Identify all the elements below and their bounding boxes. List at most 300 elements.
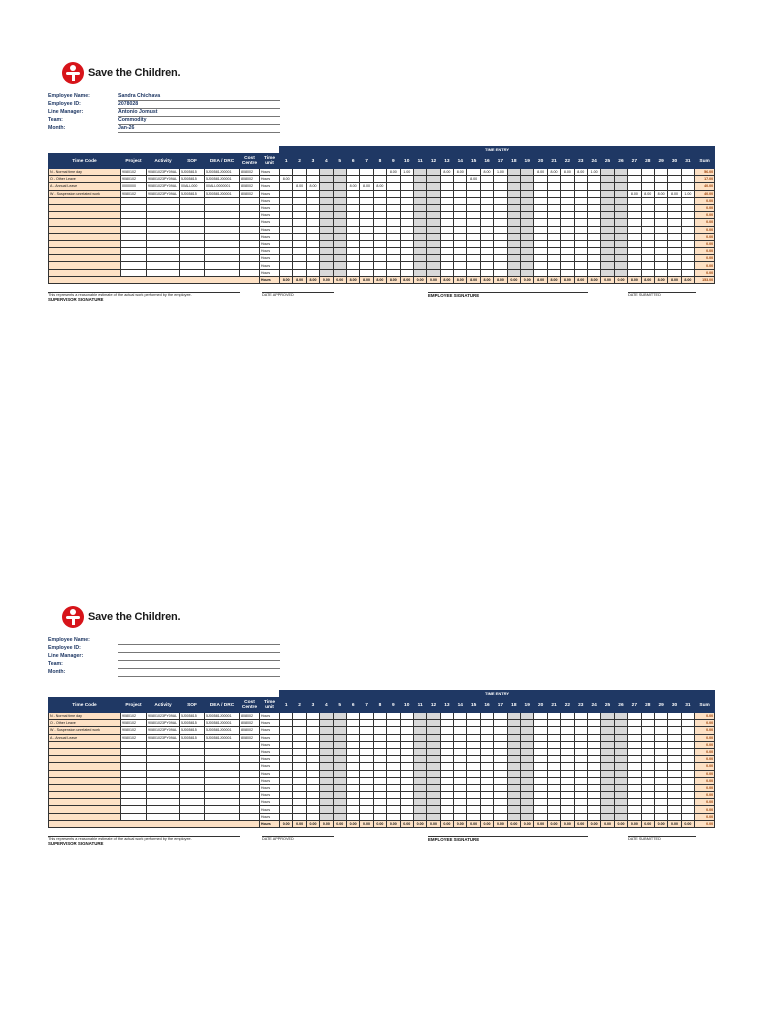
day-cell[interactable] [400,204,413,211]
day-cell[interactable] [280,784,293,791]
day-cell[interactable] [373,219,386,226]
day-cell[interactable] [413,169,426,176]
entry-cell[interactable] [205,748,240,755]
day-cell[interactable]: 8.00 [440,169,453,176]
entry-cell[interactable] [240,212,260,219]
day-cell[interactable] [547,248,560,255]
sof-cell[interactable]: 5J005815 [180,176,205,183]
day-cell[interactable] [641,748,654,755]
sof-cell[interactable]: 5J005815 [180,713,205,720]
date-approved-block[interactable] [262,292,334,297]
day-cell[interactable] [427,799,440,806]
day-cell[interactable] [373,763,386,770]
day-cell[interactable] [561,219,574,226]
time-code-cell[interactable] [49,763,121,770]
day-cell[interactable] [494,262,507,269]
day-cell[interactable] [628,813,641,820]
day-cell[interactable] [440,813,453,820]
employee-id-field[interactable]: 2078028 [118,101,280,109]
day-cell[interactable] [654,756,667,763]
day-cell[interactable] [346,763,359,770]
cost-centre-cell[interactable]: 808002 [240,169,260,176]
day-cell[interactable] [628,197,641,204]
day-cell[interactable] [534,190,547,197]
day-cell[interactable] [601,763,614,770]
cost-centre-cell[interactable]: 808002 [240,713,260,720]
day-cell[interactable] [494,183,507,190]
entry-cell[interactable] [240,770,260,777]
day-cell[interactable] [293,226,306,233]
day-cell[interactable] [628,770,641,777]
line-manager-field[interactable]: Antonio Jomust [118,109,280,117]
day-cell[interactable]: 8.00 [467,176,480,183]
day-cell[interactable] [346,806,359,813]
day-cell[interactable] [668,799,681,806]
cost-centre-cell[interactable]: 808002 [240,176,260,183]
day-cell[interactable] [601,799,614,806]
day-cell[interactable] [293,240,306,247]
day-cell[interactable] [494,741,507,748]
day-cell[interactable]: 8.00 [346,183,359,190]
day-cell[interactable] [400,190,413,197]
time-code-cell[interactable] [49,813,121,820]
day-cell[interactable] [320,813,333,820]
day-cell[interactable] [494,269,507,276]
day-cell[interactable] [387,727,400,734]
entry-cell[interactable] [147,197,180,204]
day-cell[interactable] [427,792,440,799]
project-cell[interactable]: 9080102 [121,190,147,197]
day-cell[interactable] [534,727,547,734]
entry-cell[interactable] [205,219,240,226]
day-cell[interactable] [521,212,534,219]
day-cell[interactable] [293,763,306,770]
day-cell[interactable] [293,813,306,820]
day-cell[interactable] [641,799,654,806]
day-cell[interactable] [601,713,614,720]
entry-cell[interactable] [240,269,260,276]
day-cell[interactable] [440,262,453,269]
day-cell[interactable] [293,770,306,777]
day-cell[interactable] [480,713,493,720]
entry-cell[interactable] [121,248,147,255]
day-cell[interactable] [427,226,440,233]
day-cell[interactable] [507,720,520,727]
entry-cell[interactable] [121,792,147,799]
day-cell[interactable] [601,233,614,240]
day-cell[interactable] [480,233,493,240]
entry-cell[interactable] [240,806,260,813]
day-cell[interactable] [387,756,400,763]
day-cell[interactable] [574,183,587,190]
day-cell[interactable] [654,777,667,784]
day-cell[interactable] [641,770,654,777]
day-cell[interactable] [614,792,627,799]
entry-cell[interactable] [205,756,240,763]
day-cell[interactable] [587,806,600,813]
day-cell[interactable] [668,269,681,276]
day-cell[interactable] [467,169,480,176]
day-cell[interactable] [561,784,574,791]
day-cell[interactable] [547,262,560,269]
day-cell[interactable] [373,777,386,784]
day-cell[interactable] [681,792,694,799]
day-cell[interactable] [413,255,426,262]
day-cell[interactable] [387,720,400,727]
day-cell[interactable] [360,792,373,799]
project-cell[interactable]: 9080102 [121,176,147,183]
day-cell[interactable] [507,269,520,276]
day-cell[interactable] [387,176,400,183]
day-cell[interactable] [346,190,359,197]
day-cell[interactable] [561,763,574,770]
day-cell[interactable] [413,720,426,727]
day-cell[interactable] [467,720,480,727]
entry-cell[interactable] [147,248,180,255]
day-cell[interactable] [320,190,333,197]
day-cell[interactable] [507,777,520,784]
entry-cell[interactable] [121,806,147,813]
day-cell[interactable] [427,806,440,813]
day-cell[interactable] [641,720,654,727]
day-cell[interactable] [628,262,641,269]
day-cell[interactable] [427,204,440,211]
entry-cell[interactable] [205,792,240,799]
sof-cell[interactable]: 5J005815 [180,190,205,197]
day-cell[interactable] [601,727,614,734]
day-cell[interactable] [587,720,600,727]
day-cell[interactable] [587,226,600,233]
day-cell[interactable] [280,255,293,262]
day-cell[interactable] [333,813,346,820]
day-cell[interactable] [547,748,560,755]
day-cell[interactable] [587,240,600,247]
day-cell[interactable] [387,233,400,240]
day-cell[interactable] [373,212,386,219]
entry-cell[interactable] [180,240,205,247]
day-cell[interactable] [587,183,600,190]
day-cell[interactable] [360,176,373,183]
day-cell[interactable] [521,240,534,247]
day-cell[interactable] [387,197,400,204]
entry-cell[interactable] [147,226,180,233]
day-cell[interactable] [320,720,333,727]
day-cell[interactable] [467,777,480,784]
day-cell[interactable] [641,269,654,276]
day-cell[interactable] [467,255,480,262]
day-cell[interactable] [320,784,333,791]
day-cell[interactable] [654,233,667,240]
entry-cell[interactable] [205,799,240,806]
day-cell[interactable] [654,204,667,211]
day-cell[interactable] [400,741,413,748]
day-cell[interactable] [360,813,373,820]
day-cell[interactable] [494,727,507,734]
day-cell[interactable] [534,212,547,219]
day-cell[interactable] [561,269,574,276]
day-cell[interactable] [507,197,520,204]
day-cell[interactable] [346,248,359,255]
day-cell[interactable] [333,262,346,269]
day-cell[interactable] [601,212,614,219]
day-cell[interactable] [413,784,426,791]
entry-cell[interactable] [147,269,180,276]
day-cell[interactable] [346,212,359,219]
day-cell[interactable] [574,727,587,734]
day-cell[interactable] [373,226,386,233]
day-cell[interactable] [601,784,614,791]
day-cell[interactable] [574,777,587,784]
date-submitted-block[interactable] [628,836,696,841]
time-code-cell[interactable] [49,219,121,226]
day-cell[interactable] [507,204,520,211]
entry-cell[interactable] [180,784,205,791]
day-cell[interactable] [628,212,641,219]
entry-cell[interactable] [147,262,180,269]
day-cell[interactable] [681,713,694,720]
day-cell[interactable] [641,262,654,269]
entry-cell[interactable] [205,269,240,276]
entry-cell[interactable] [121,741,147,748]
day-cell[interactable] [413,269,426,276]
day-cell[interactable] [306,770,319,777]
day-cell[interactable] [614,262,627,269]
day-cell[interactable] [320,183,333,190]
day-cell[interactable] [534,183,547,190]
day-cell[interactable] [306,190,319,197]
day-cell[interactable] [346,720,359,727]
day-cell[interactable] [387,204,400,211]
day-cell[interactable] [534,777,547,784]
day-cell[interactable] [587,212,600,219]
day-cell[interactable] [480,240,493,247]
activity-cell[interactable]: 90801023PY09AL [147,183,180,190]
day-cell[interactable] [534,233,547,240]
sof-cell[interactable]: 00ALL000 [180,183,205,190]
entry-cell[interactable] [147,770,180,777]
day-cell[interactable] [494,720,507,727]
day-cell[interactable] [467,204,480,211]
day-cell[interactable] [306,784,319,791]
day-cell[interactable] [293,176,306,183]
day-cell[interactable] [427,262,440,269]
day-cell[interactable] [494,734,507,741]
day-cell[interactable] [681,777,694,784]
day-cell[interactable] [480,190,493,197]
entry-cell[interactable] [180,799,205,806]
day-cell[interactable] [668,255,681,262]
day-cell[interactable] [280,727,293,734]
day-cell[interactable] [628,777,641,784]
day-cell[interactable] [507,169,520,176]
day-cell[interactable] [641,813,654,820]
day-cell[interactable] [346,255,359,262]
entry-cell[interactable] [121,813,147,820]
day-cell[interactable] [387,190,400,197]
day-cell[interactable] [400,727,413,734]
day-cell[interactable] [346,713,359,720]
project-cell[interactable]: 9080102 [121,727,147,734]
day-cell[interactable] [628,756,641,763]
time-code-cell[interactable]: W - Suspension unrelated work [49,190,121,197]
day-cell[interactable] [333,777,346,784]
day-cell[interactable] [668,792,681,799]
day-cell[interactable] [587,756,600,763]
day-cell[interactable] [507,226,520,233]
entry-cell[interactable] [121,784,147,791]
day-cell[interactable] [654,255,667,262]
day-cell[interactable] [387,763,400,770]
day-cell[interactable] [467,792,480,799]
day-cell[interactable] [320,806,333,813]
day-cell[interactable] [614,233,627,240]
time-code-cell[interactable]: O - Other Leave [49,176,121,183]
day-cell[interactable] [440,233,453,240]
day-cell[interactable] [507,219,520,226]
day-cell[interactable] [654,741,667,748]
day-cell[interactable] [467,262,480,269]
day-cell[interactable] [668,763,681,770]
day-cell[interactable] [373,799,386,806]
day-cell[interactable]: 8.00 [641,190,654,197]
day-cell[interactable] [454,727,467,734]
day-cell[interactable] [668,748,681,755]
day-cell[interactable] [521,183,534,190]
activity-cell[interactable]: 90801023PY09AL [147,734,180,741]
day-cell[interactable] [628,727,641,734]
day-cell[interactable] [440,269,453,276]
day-cell[interactable] [614,784,627,791]
day-cell[interactable] [494,197,507,204]
day-cell[interactable] [373,770,386,777]
activity-cell[interactable]: 90801023PY09AL [147,727,180,734]
time-code-cell[interactable]: N - Normal time day [49,169,121,176]
day-cell[interactable] [467,763,480,770]
day-cell[interactable] [400,770,413,777]
time-code-cell[interactable] [49,255,121,262]
day-cell[interactable] [681,226,694,233]
sof-cell[interactable]: 5J005815 [180,727,205,734]
day-cell[interactable] [440,777,453,784]
day-cell[interactable] [467,212,480,219]
day-cell[interactable] [427,777,440,784]
day-cell[interactable] [387,248,400,255]
day-cell[interactable] [360,734,373,741]
day-cell[interactable] [601,748,614,755]
day-cell[interactable] [601,190,614,197]
day-cell[interactable] [561,727,574,734]
day-cell[interactable] [587,748,600,755]
day-cell[interactable] [561,240,574,247]
date-submitted-block[interactable] [628,292,696,297]
day-cell[interactable] [614,169,627,176]
day-cell[interactable] [467,741,480,748]
day-cell[interactable] [387,219,400,226]
activity-cell[interactable]: 90801023PY09AL [147,720,180,727]
day-cell[interactable] [333,169,346,176]
day-cell[interactable] [654,734,667,741]
day-cell[interactable] [668,784,681,791]
day-cell[interactable] [534,240,547,247]
day-cell[interactable] [587,813,600,820]
day-cell[interactable] [507,255,520,262]
entry-cell[interactable] [147,777,180,784]
entry-cell[interactable] [205,784,240,791]
day-cell[interactable] [427,763,440,770]
day-cell[interactable] [427,784,440,791]
day-cell[interactable] [387,799,400,806]
day-cell[interactable] [454,748,467,755]
day-cell[interactable] [413,240,426,247]
day-cell[interactable] [293,169,306,176]
day-cell[interactable] [373,197,386,204]
entry-cell[interactable] [240,813,260,820]
day-cell[interactable] [534,741,547,748]
day-cell[interactable] [668,176,681,183]
day-cell[interactable] [427,770,440,777]
day-cell[interactable] [668,734,681,741]
day-cell[interactable] [387,183,400,190]
day-cell[interactable] [521,784,534,791]
day-cell[interactable] [454,176,467,183]
time-code-cell[interactable]: O - Other Leave [49,720,121,727]
day-cell[interactable] [400,248,413,255]
day-cell[interactable] [373,748,386,755]
day-cell[interactable] [320,240,333,247]
day-cell[interactable] [280,233,293,240]
entry-cell[interactable] [240,248,260,255]
day-cell[interactable] [654,269,667,276]
entry-cell[interactable] [121,748,147,755]
project-cell[interactable]: 9080102 [121,713,147,720]
day-cell[interactable] [346,169,359,176]
day-cell[interactable] [387,713,400,720]
day-cell[interactable] [628,792,641,799]
activity-cell[interactable]: 90801023PY09AL [147,713,180,720]
day-cell[interactable] [360,204,373,211]
day-cell[interactable] [561,792,574,799]
day-cell[interactable] [320,792,333,799]
day-cell[interactable] [507,190,520,197]
day-cell[interactable] [427,240,440,247]
day-cell[interactable] [306,169,319,176]
entry-cell[interactable] [180,806,205,813]
day-cell[interactable] [654,226,667,233]
day-cell[interactable] [400,777,413,784]
day-cell[interactable] [654,219,667,226]
day-cell[interactable] [320,748,333,755]
day-cell[interactable] [306,212,319,219]
day-cell[interactable] [293,748,306,755]
day-cell[interactable]: 8.00 [547,169,560,176]
entry-cell[interactable] [240,197,260,204]
day-cell[interactable] [587,197,600,204]
day-cell[interactable] [628,183,641,190]
entry-cell[interactable] [240,255,260,262]
day-cell[interactable]: 8.00 [293,183,306,190]
day-cell[interactable] [413,248,426,255]
day-cell[interactable] [320,226,333,233]
day-cell[interactable] [306,813,319,820]
entry-cell[interactable] [180,756,205,763]
day-cell[interactable] [521,806,534,813]
entry-cell[interactable] [240,240,260,247]
day-cell[interactable] [574,240,587,247]
day-cell[interactable] [400,212,413,219]
day-cell[interactable] [480,255,493,262]
entry-cell[interactable] [205,255,240,262]
entry-cell[interactable] [180,255,205,262]
